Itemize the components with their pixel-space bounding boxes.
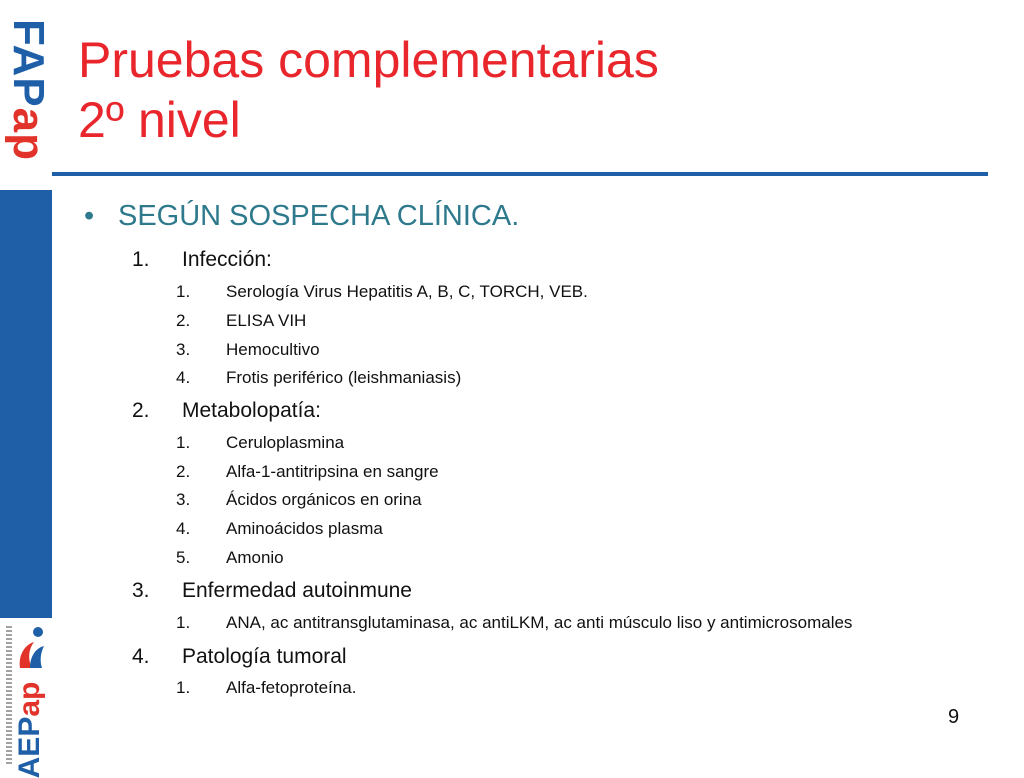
aepap-fine-print <box>6 626 12 766</box>
item-text: ELISA VIH <box>226 311 307 330</box>
section-number: 2. <box>132 399 150 422</box>
item-number: 2. <box>176 462 191 481</box>
slide-title-line1: Pruebas complementarias <box>78 32 659 88</box>
section-number: 4. <box>132 645 150 668</box>
item-text: Ceruloplasmina <box>226 433 345 452</box>
list-item <box>176 281 588 303</box>
fapap-logo <box>3 19 53 161</box>
section-enfermedad-autoinmune <box>132 578 412 604</box>
list-item <box>176 518 383 540</box>
item-number: 4. <box>176 519 191 538</box>
list-item <box>176 461 439 483</box>
page-number: 9 <box>948 706 960 728</box>
item-number: 1. <box>176 282 191 301</box>
section-label: Enfermedad autoinmune <box>182 579 412 602</box>
item-number: 1. <box>176 613 191 632</box>
section-number: 1. <box>132 248 150 271</box>
aepap-logo-p: P <box>13 716 46 737</box>
section-infeccion <box>132 247 272 273</box>
main-bullet-symbol: • <box>84 200 95 232</box>
list-item <box>176 367 461 389</box>
item-text: Ácidos orgánicos en orina <box>226 490 422 509</box>
list-item <box>176 612 852 634</box>
fapap-logo-fa: FA <box>4 19 53 78</box>
item-number: 3. <box>176 490 191 509</box>
item-text: Serología Virus Hepatitis A, B, C, TORCH, VEB. <box>226 282 588 301</box>
item-text: Alfa-1-antitripsina en sangre <box>226 462 439 481</box>
item-text: Hemocultivo <box>226 340 320 359</box>
aepap-logo-text <box>13 682 47 778</box>
main-bullet <box>84 198 519 234</box>
section-label: Infección: <box>182 248 272 271</box>
fapap-logo-p: P <box>4 77 53 108</box>
slide-title-line2: 2º nivel <box>78 92 241 148</box>
aepap-figure-icon <box>16 626 46 672</box>
item-number: 1. <box>176 433 191 452</box>
list-item <box>176 489 422 511</box>
item-number: 3. <box>176 340 191 359</box>
item-text: Frotis periférico (leishmaniasis) <box>226 368 462 387</box>
item-number: 2. <box>176 311 191 330</box>
list-item <box>176 547 284 569</box>
fapap-logo-ap: ap <box>4 107 53 161</box>
section-number: 3. <box>132 579 150 602</box>
aepap-logo-ae: AE <box>13 736 46 778</box>
list-item <box>176 310 306 332</box>
item-text: Aminoácidos plasma <box>226 519 383 538</box>
item-text: Alfa-fetoproteína. <box>226 678 357 697</box>
main-bullet-text: SEGÚN SOSPECHA CLÍNICA. <box>118 200 520 232</box>
aepap-logo-ap: ap <box>13 681 46 717</box>
list-item <box>176 677 356 699</box>
item-number: 1. <box>176 678 191 697</box>
item-text: ANA, ac antitransglutaminasa, ac antiLKM, ac anti músculo liso y antimicrosomales <box>226 613 853 632</box>
section-patologia-tumoral <box>132 644 347 670</box>
section-metabolopatia <box>132 398 321 424</box>
item-number: 4. <box>176 368 191 387</box>
brand-strip-blue <box>0 190 52 618</box>
section-label: Patología tumoral <box>182 645 347 668</box>
item-number: 5. <box>176 548 191 567</box>
title-divider <box>52 172 988 176</box>
list-item <box>176 339 320 361</box>
item-text: Amonio <box>226 548 284 567</box>
aepap-logo <box>0 622 52 778</box>
section-label: Metabolopatía: <box>182 399 321 422</box>
slide-title <box>78 30 659 150</box>
list-item <box>176 432 344 454</box>
